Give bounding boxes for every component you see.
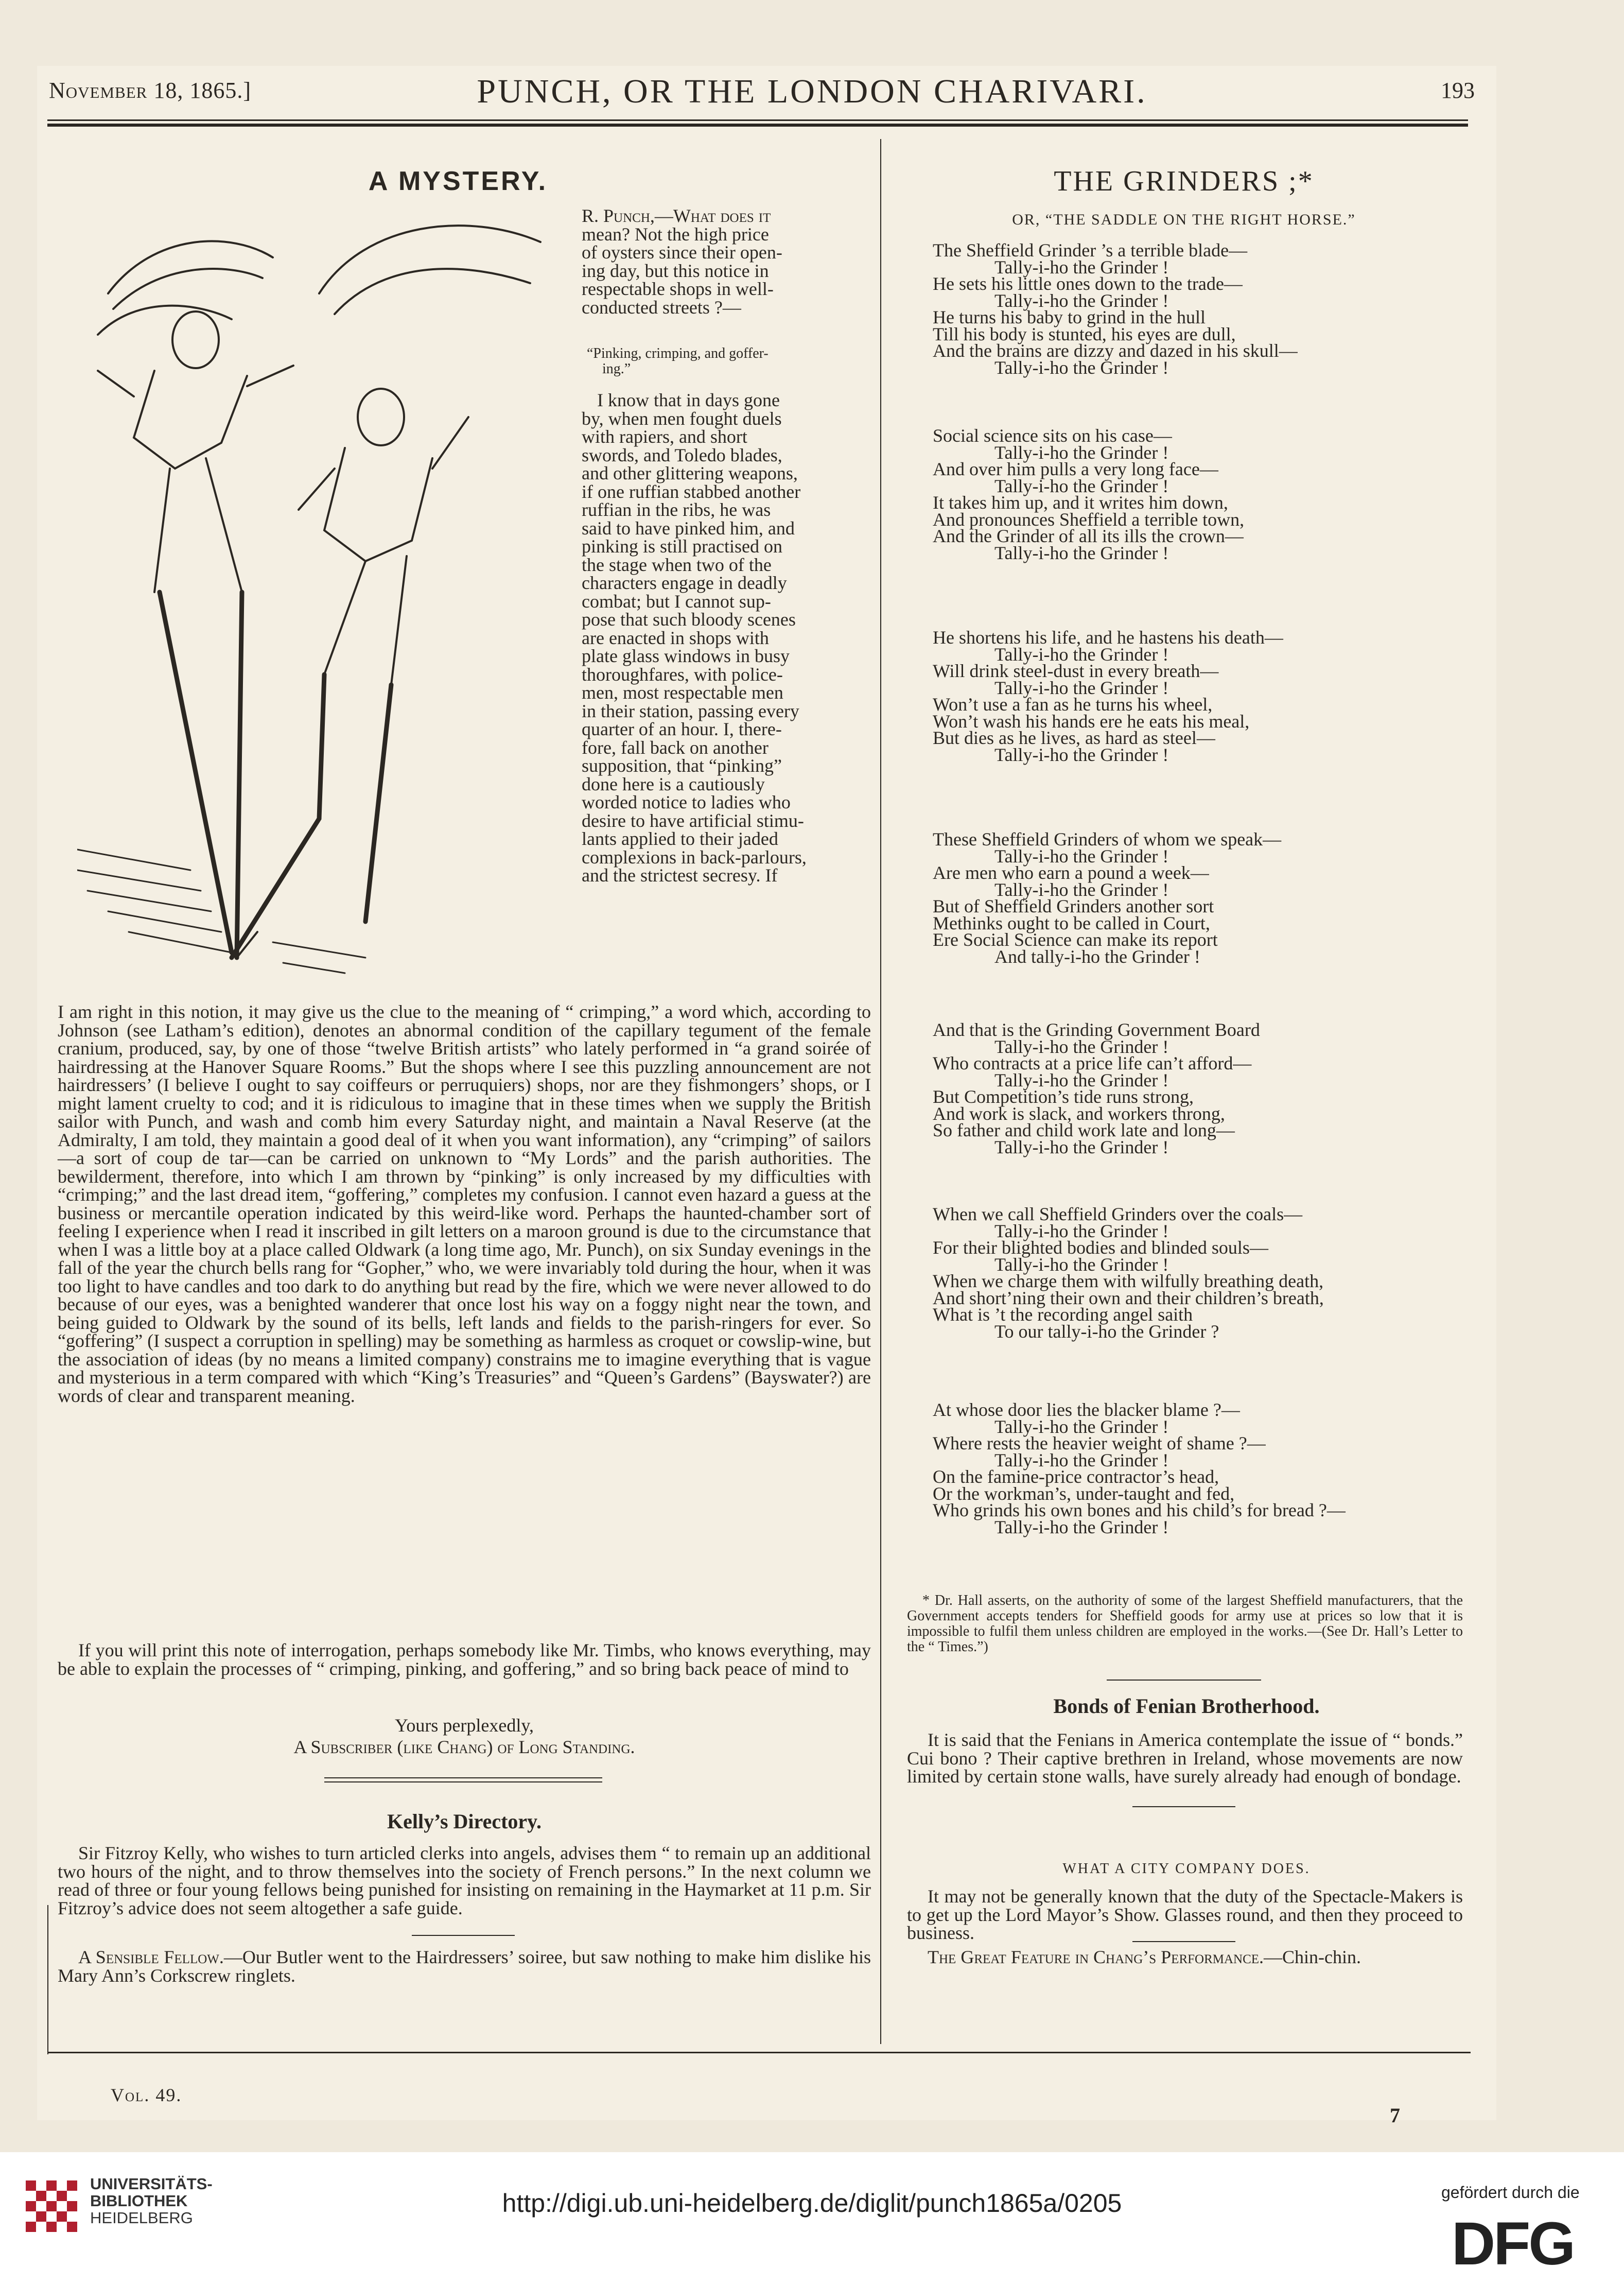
verse-line: Tally-i-ho the Grinder ! [994,475,1169,496]
verse-line: Where rests the heavier weight of shame ?— [933,1433,1266,1453]
verse-line: Will drink steel-dust in every breath— [933,661,1219,681]
dfg-logo: DFG [1452,2210,1574,2278]
grinders-stanza-7 [933,1401,1346,1535]
verse-line: And short’ning their own and their children’s breath, [933,1287,1324,1308]
mystery-narrow-text [582,391,870,885]
verse-line: Who contracts at a price life can’t afford— [933,1053,1252,1074]
text-line: with rapiers, and short [582,426,747,447]
divider-rule [1107,1680,1261,1681]
verse-line: And tally-i-ho the Grinder ! [994,946,1200,967]
verse-line: Tally-i-ho the Grinder ! [994,845,1169,867]
grinders-footnote: * Dr. Hall asserts, on the authority of some of the largest Sheffield manufacturers, that the Government accepts tenders for Sheffield goods for army use at prices so low that it is impossible to fulfil them unless children are employed in the works.—(See Dr. Hall’s Letter to the “ Times.”) [907,1592,1463,1655]
digital-library-url[interactable]: http://digi.ub.uni-heidelberg.de/diglit/punch1865a/0205 [502,2189,1122,2218]
text-line: men, most respectable men [582,682,783,703]
mystery-closing: Yours perplexedly, [395,1715,534,1736]
text-line: worded notice to ladies who [582,792,791,812]
footer-rule [47,2052,1471,2053]
verse-line: But dies as he lives, as hard as steel— [933,728,1215,748]
verse-line: On the famine-price contractor’s head, [933,1466,1219,1487]
signature-mark: 7 [1390,2104,1400,2127]
verse-line: Tally-i-ho the Grinder ! [994,290,1169,311]
verse-line: Tally-i-ho the Grinder ! [994,1220,1169,1241]
sensible-fellow-paragraph [58,1948,871,1985]
grinders-stanza-5 [933,1019,1260,1157]
mystery-intro-line: respectable shops in well- [582,279,774,299]
column-divider [880,139,881,2044]
verse-line: It takes him up, and it writes him down, [933,492,1228,513]
grinders-stanza-2 [933,427,1244,561]
mystery-intro [582,207,870,317]
kelly-body: Sir Fitzroy Kelly, who wishes to turn articled clerks into angels, advises them “ to remain up an additional two hours of the night, and to throw themselves into the society of French persons.” In the next column we read of three or four young fellows being punished for insisting on remaining in the Haymarket at 11 p.m. Sir Fitzroy’s advice does not seem altogether a safe guide. [58,1843,871,1918]
verse-line: Who grinds his own bones and his child’s for bread ?— [933,1500,1346,1520]
text-line: combat; but I cannot sup- [582,591,771,612]
text-line: thoroughfares, with police- [582,664,783,685]
divider-rule [324,1781,602,1782]
text-line: fore, fall back on another [582,737,769,758]
verse-line: The Sheffield Grinder ’s a terrible blade— [933,240,1248,261]
header-rule-top [47,119,1468,121]
grinders-subtitle: OR, “THE SADDLE ON THE RIGHT HORSE.” [1012,211,1356,228]
grinders-stanza-6 [933,1206,1324,1340]
verse-line: Tally-i-ho the Grinder ! [994,542,1169,563]
verse-line: He shortens his life, and he hastens his death— [933,627,1283,648]
verse-line: When we charge them with wilfully breathing death, [933,1271,1324,1291]
text-line: if one ruffian stabbed another [582,481,801,502]
kelly-title: Kelly’s Directory. [387,1810,542,1833]
verse-line: Tally-i-ho the Grinder ! [994,644,1169,665]
text-line: pose that such bloody scenes [582,609,796,630]
text-line: desire to have artificial stimu- [582,810,804,831]
text-line: pinking is still practised on [582,536,782,557]
text-line: and other glittering weapons, [582,463,798,483]
text-line: I know that in days gone [597,390,780,410]
verse-line: So father and child work late and long— [933,1120,1235,1140]
verse-line: Tally-i-ho the Grinder ! [994,677,1169,698]
text-line: said to have pinked him, and [582,517,795,539]
left-margin-rule [47,1905,48,2054]
grinders-stanza-3 [933,629,1283,763]
chang-body: —Chin-chin. [1264,1947,1361,1967]
divider-rule [1132,1806,1235,1807]
text-line: plate glass windows in busy [582,646,790,666]
text-line: are enacted in shops with [582,627,769,648]
verse-line: Tally-i-ho the Grinder ! [994,1516,1169,1537]
verse-line: Tally-i-ho the Grinder ! [994,1416,1169,1437]
verse-line: Or the workman’s, under-taught and fed, [933,1483,1235,1504]
grinders-stanza-4 [933,831,1281,965]
text-line: done here is a cautiously [582,773,765,794]
divider-rule [412,1935,515,1936]
library-name-line: HEIDELBERG [90,2209,193,2227]
verse-line: Tally-i-ho the Grinder ! [994,256,1169,278]
sensible-fellow-lead: A Sensible Fellow. [78,1947,224,1967]
header-rule-bottom [47,124,1468,127]
library-name-line: BIBLIOTHEK [90,2192,188,2210]
mystery-intro-line: of oysters since their open- [582,242,782,263]
verse-line: Ere Social Science can make its report [933,929,1218,950]
text-line: by, when men fought duels [582,408,782,429]
verse-line: To our tally-i-ho the Grinder ? [994,1321,1219,1342]
verse-line: Won’t wash his hands ere he eats his meal, [933,711,1250,732]
verse-line: Till his body is stunted, his eyes are dull, [933,323,1236,344]
mystery-title: A MYSTERY. [368,166,548,196]
text-line: in their station, passing every [582,700,799,721]
verse-line: When we call Sheffield Grinders over the coals— [933,1204,1303,1224]
grinders-title: THE GRINDERS ;* [1054,165,1314,197]
city-company-title: WHAT A CITY COMPANY DOES. [1062,1861,1311,1877]
quote-line: “Pinking, crimping, and goffer- [587,345,769,361]
chang-paragraph [907,1948,1463,1967]
mystery-intro-line: mean? Not the high price [582,223,769,245]
fenian-title: Bonds of Fenian Brotherhood. [1053,1694,1320,1718]
verse-line: But Competition’s tide runs strong, [933,1086,1194,1107]
quote-line: ing.” [602,361,631,377]
mystery-intro-line: ing day, but this notice in [582,260,769,281]
verse-line: And the Grinder of all its ills the crown— [933,526,1244,546]
issue-date: November 18, 1865.] [49,78,251,103]
text-line: complexions in back-parlours, [582,846,807,868]
verse-line: Tally-i-ho the Grinder ! [994,442,1169,463]
page-number: 193 [1441,78,1475,103]
volume-number: Vol. 49. [111,2085,182,2105]
grinders-stanza-1 [933,242,1298,376]
verse-line: And that is the Grinding Government Board [933,1019,1260,1040]
text-line: ruffian in the ribs, he was [582,499,771,520]
mystery-body: I am right in this notion, it may give us the clue to the meaning of “ crimping,” a word which, according to Johnson (see Latham’s edition), denotes an abnormal condition of the capillary tegument of the female cranium, produced, say, by one of those “twelve British artists” who lately performed in “a grand soirée of hairdressing at the Hanover Square Rooms.” But the shops where I see this puzzling announcement are not hairdressers’ (I believe I ought to say coiffeurs or perruquiers) shops, nor are they fishmongers’ shops, or I might lament cruelty to cod; and it is ridiculous to imagine that in these times when we supply the British sailor with Punch, and wash and comb him every Saturday night, and maintain a Naval Reserve (at the Admiralty, I am told, they maintain a good deal of it when you want information), any “crimping” of sailors—a sort of coup de tar—can be carried on unknown to “My Lords” and the parish authorities. The bewilderment, therefore, into which I am thrown by “pinking” is only increased by my difficulties with “crimping;” and the last dread item, “goffering,” completes my confusion. I cannot even hazard a guess at the business or mercantile operation indicated by this weird-like word. Perhaps the haunted-chamber sort of feeling I experience when I read it inscribed in gilt letters on a maroon ground is due to the circumstance that when I was a little boy at a place called Oldwark (a long time ago, Mr. Punch), on six Sunday evenings in the fall of the year the church bells rang for “Gopher,” who, we were invariably told during the hour, when it was too light to have candles and too dark to do anything but read by the fire, which we were never allowed to do because of our eyes, was a benighted wanderer that once lost his way on a foggy night near the town, and being guided to Oldwark by the sound of its bells, left lands and fields to the parish-ringers for ever. So “goffering” (I suspect a corruption in spelling) may be something as harmless as croquet or cowslip-wine, but the association of ideas (by no means a limited company) constrains me to imagine everything that is vague and mysterious in a term compared with which “King’s Treasuries” and “Queen’s Gardens” (Bayswater?) are words of clear and transparent meaning. [58,1001,871,1406]
verse-line: What is ’t the recording angel saith [933,1304,1193,1325]
text-line: and the strictest secresy. If [582,865,778,886]
verse-line: Are men who earn a pound a week— [933,862,1209,883]
verse-line: Social science sits on his case— [933,425,1172,446]
mystery-body-2: If you will print this note of interrogation, perhaps somebody like Mr. Timbs, who knows everything, may be able to explain the processes of “ crimping, pinking, and goffering,” and so bring back peace of mind to [58,1640,871,1679]
verse-line: Tally-i-ho the Grinder ! [994,357,1169,378]
verse-line: At whose door lies the blacker blame ?— [933,1399,1240,1420]
verse-line: And the brains are dizzy and dazed in his skull— [933,340,1298,361]
verse-line: Tally-i-ho the Grinder ! [994,879,1169,900]
city-company-body: It may not be generally known that the duty of the Spectacle-Makers is to get up the Lord Mayor’s Show. Glasses round, and then they proceed to business. [907,1886,1463,1943]
text-line: quarter of an hour. I, there- [582,719,782,739]
verse-line: Tally-i-ho the Grinder ! [994,1069,1169,1090]
chang-lead: The Great Feature in Chang’s Performance. [928,1947,1264,1967]
sensible-fellow-body: —Our Butler went to the Hairdressers’ soiree, but saw nothing to make him dislike his Mary Ann’s Corkscrew ringlets. [58,1947,871,1986]
verse-line: He turns his baby to grind in the hull [933,307,1206,327]
verse-line: Methinks ought to be called in Court, [933,912,1210,933]
mystery-intro-line: conducted streets ?— [582,297,741,318]
text-line: supposition, that “pinking” [582,755,782,776]
verse-line: He sets his little ones down to the trade— [933,273,1243,294]
masthead-title: PUNCH, OR THE LONDON CHARIVARI. [477,73,1147,110]
divider-rule [1132,1941,1235,1942]
verse-line: For their blighted bodies and blinded souls— [933,1237,1268,1258]
text-line: characters engage in deadly [582,573,787,593]
text-line: lants applied to their jaded [582,828,778,849]
verse-line: Tally-i-ho the Grinder ! [994,744,1169,765]
stilt-figures-illustration [77,201,592,1014]
verse-line: Tally-i-ho the Grinder ! [994,1036,1169,1057]
verse-line: These Sheffield Grinders of whom we speak— [933,829,1282,850]
verse-line: And work is slack, and workers throng, [933,1103,1225,1124]
text-line: the stage when two of the [582,554,772,575]
funded-by-label: gefördert durch die [1441,2183,1580,2202]
library-name-line: UNIVERSITÄTS- [90,2175,213,2193]
fenian-body: It is said that the Fenians in America contemplate the issue of “ bonds.” Cui bono ? Their captive brethren in Ireland, whose movements are now limited by certain stone walls, have surely already had enough of bondage. [907,1729,1463,1787]
verse-line: Tally-i-ho the Grinder ! [994,1449,1169,1470]
mystery-shop-quote [587,346,875,377]
verse-line: But of Sheffield Grinders another sort [933,896,1214,916]
verse-line: Won’t use a fan as he turns his wheel, [933,694,1213,715]
verse-line: And pronounces Sheffield a terrible town, [933,509,1245,530]
verse-line: Tally-i-ho the Grinder ! [994,1136,1169,1157]
text-line: swords, and Toledo blades, [582,444,782,465]
mystery-signature: A Subscriber (like Chang) of Long Standing. [293,1737,635,1757]
mystery-intro-line: R. Punch,—What does it [582,205,771,226]
divider-rule [324,1777,602,1778]
verse-line: Tally-i-ho the Grinder ! [994,1254,1169,1275]
verse-line: And over him pulls a very long face— [933,459,1218,479]
